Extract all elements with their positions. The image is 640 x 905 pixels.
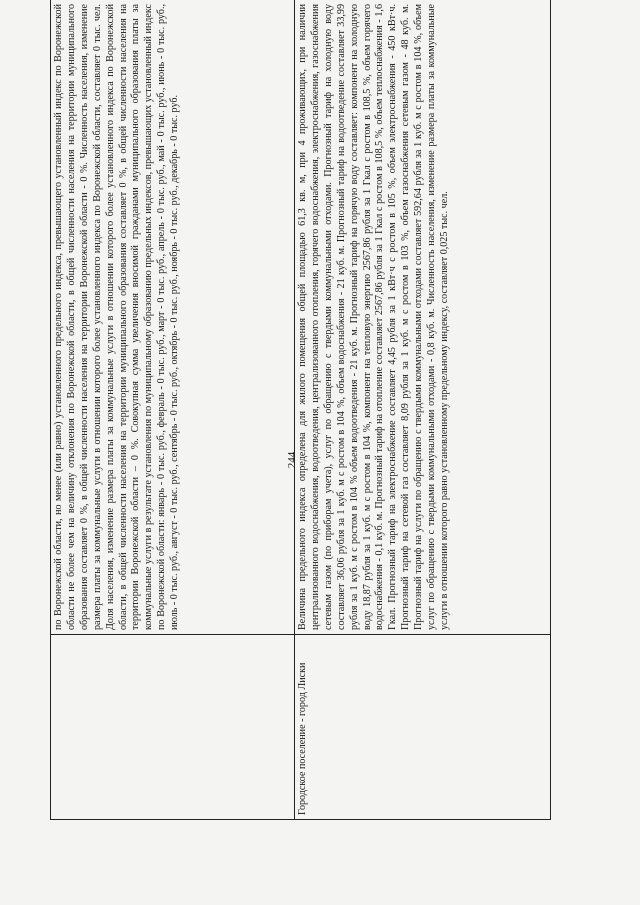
rotated-table-container — [50, 4, 550, 820]
municipality-cell — [295, 635, 551, 820]
municipality-name: Городское поселение - город Лиски — [297, 662, 308, 815]
table-row — [51, 0, 295, 820]
description-text: Величина предельного индекса определена для жилого помещения общей площадью 61,3 кв. м, при 4 проживающих, при наличии централизованного водоснабжения, водоотведения, централизованного отопления, горячего водоснабжения, электроснабжения, газоснабжения сетевым газом (по приборам учета), услуг по обращению с твердыми коммунальными отходами. Прогнозный тариф на холодную воду составляет 36,06 рубля за 1 куб. м с ростом в 104 %, объем водоснабжения - 21 куб. м. Прогнозный тариф на водоотведение составляет 33,99 рубля за 1 куб. м с ростом в 104 % объем водоотведения - 21 куб. м. Прогнозный тариф на горячую воду составляет: компонент на холодную воду 18,87 рубля за 1 куб. м с ростом в 104 %, компонент на тепловую энергию 2567,86 рубля за 1 Гкал с ростом в 108,5 %, объем горячего водоснабжения - 0,1 куб. м. Прогнозный тариф на отопление составляет 2567,86 рубля за 1 Гкал с ростом в 108,5 %, объем теплоснабжения - 1,6 Гкал. Прогнозный тариф на электроснабжение составляет 4,45 рубля за 1 кВт·ч с ростом в 105 %, объем электроснабжения - 450 кВт·ч. Прогнозный тариф на сетевой газ составляет 8,09 рубля за 1 куб. м с ростом в 103 %, объем газоснабжения сетевым газом - 48 куб. м. Прогнозный тариф на услуги по обращению с твердыми коммунальными отходами составляет 592,64 рубля за 1 куб. м с ростом в 104 %, объем услуг по обращению с твердыми коммунальными отходами - 0,8 куб. м. Численность населения, изменение размера платы за коммунальные услуги в отношении которого равно установленному предельному индексу, составляет 0,025 тыс. чел. — [297, 4, 450, 630]
description-cell — [295, 0, 551, 635]
municipality-cell — [51, 635, 295, 820]
description-cell — [51, 0, 295, 635]
page-number: 244 — [286, 451, 298, 469]
municipality-name — [53, 639, 292, 815]
indices-table — [50, 0, 551, 820]
description-text: по Воронежской области, но менее (или равно) установленного предельного индекса, превышающего установленный индекс по Воронежской области не более чем на величину отклонения по Воронежской области, в общей численности населения на территории муниципального образования составляет 0 %, в общей численности населения на территории Воронежской области - 0 %. Численность населения, изменение размера платы за коммунальные услуги в отношении которого более установленного индекса по Воронежской области, составляет 0 тыс. чел. Доля населения, изменение размера платы за коммунальные услуги в отношении которого более установленного индекса по Воронежской области, в общей численности населения на территории муниципального образования составляет 0 %, в общей численности населения на территории Воронежской области – 0 %. Совокупная сумма увеличения вносимой гражданами муниципального образования платы за коммунальные услуги в результате установления по муниципальному образованию предельных индексов, превышающих установленный индекс по Воронежской области: январь - 0 тыс. руб., февраль - 0 тыс. руб., март - 0 тыс. руб., апрель - 0 тыс. руб., май - 0 тыс. руб., июнь - 0 тыс. руб., июль - 0 тыс. руб., август - 0 тыс. руб., сентябрь - 0 тыс. руб., октябрь - 0 тыс. руб., ноябрь - 0 тыс. руб., декабрь - 0 тыс. руб. — [53, 4, 181, 630]
table-row — [295, 0, 551, 820]
